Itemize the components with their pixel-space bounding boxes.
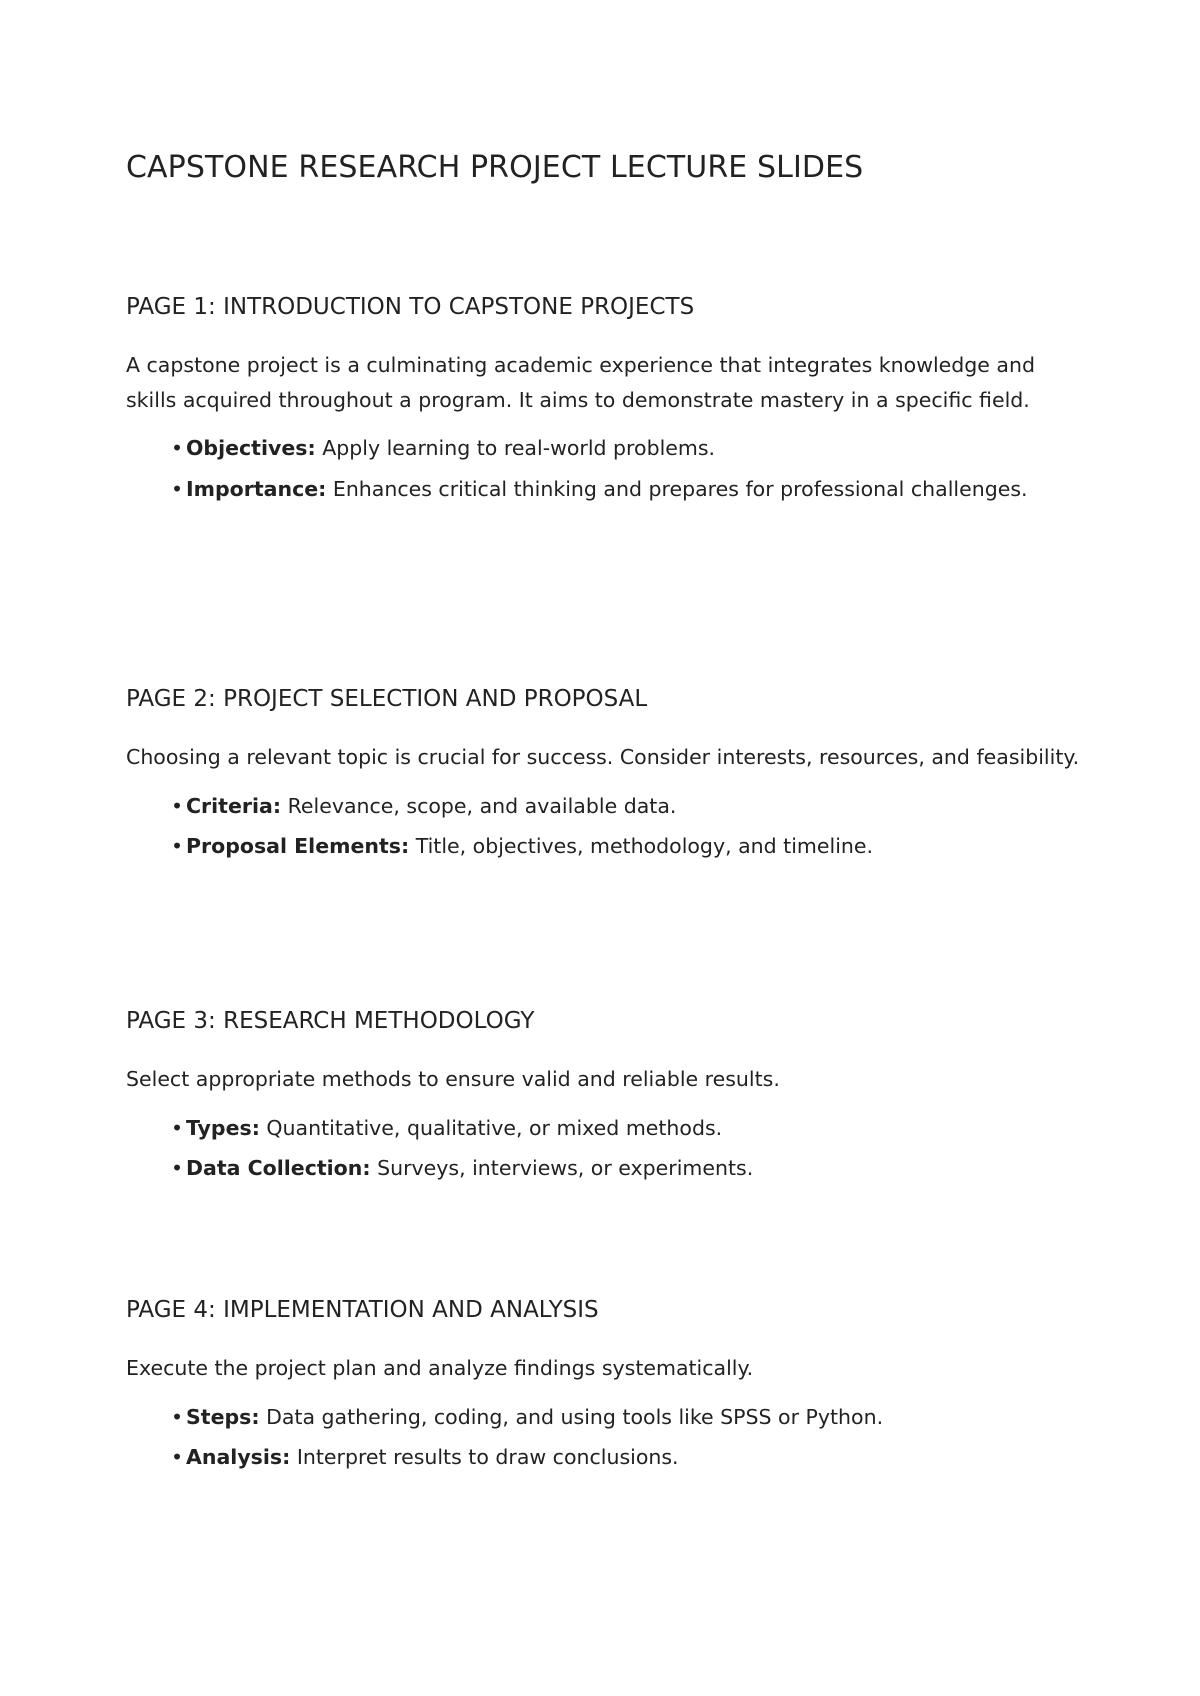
bullet-icon: • xyxy=(171,1445,184,1469)
section-body: Execute the project plan and analyze findings systematically. xyxy=(126,1356,754,1380)
section-heading: PAGE 3: RESEARCH METHODOLOGY xyxy=(126,1008,535,1034)
section-heading: PAGE 2: PROJECT SELECTION AND PROPOSAL xyxy=(126,686,648,712)
bullet-list xyxy=(126,1111,1086,1186)
list-item xyxy=(171,829,1046,864)
section-heading: PAGE 1: INTRODUCTION TO CAPSTONE PROJECTS xyxy=(126,294,695,320)
bullet-text: Surveys, interviews, or experiments. xyxy=(370,1156,754,1180)
bullet-text: Title, objectives, methodology, and timeline. xyxy=(409,834,874,858)
bullet-text: Quantitative, qualitative, or mixed methods. xyxy=(259,1115,723,1140)
section-page-3 xyxy=(126,1006,1086,1192)
bullet-label: Analysis: xyxy=(186,1445,291,1469)
section-body: A capstone project is a culminating academic experience that integrates knowledge and skills acquired throughout a program. It aims to demonstrate mastery in a specific field. xyxy=(126,353,1035,412)
bullet-text: Enhances critical thinking and prepares for professional challenges. xyxy=(326,476,1028,501)
list-item xyxy=(171,472,1046,507)
bullet-label: Criteria: xyxy=(186,793,282,818)
section-page-4 xyxy=(126,1295,1086,1481)
list-item xyxy=(171,1400,1046,1435)
bullet-list xyxy=(126,1400,1086,1475)
list-item xyxy=(171,1111,1046,1146)
bullet-icon: • xyxy=(171,1156,184,1180)
section-body: Choosing a relevant topic is crucial for success. Consider interests, resources, and feasibility. xyxy=(126,745,1080,769)
bullet-label: Proposal Elements: xyxy=(186,834,410,858)
list-item xyxy=(171,1151,1046,1186)
bullet-text: Apply learning to real-world problems. xyxy=(315,436,716,460)
bullet-text: Interpret results to draw conclusions. xyxy=(290,1445,679,1469)
bullet-list xyxy=(126,431,1086,506)
bullet-label: Data Collection: xyxy=(186,1156,371,1180)
bullet-text: Data gathering, coding, and using tools like SPSS or Python. xyxy=(259,1404,884,1429)
bullet-icon: • xyxy=(171,1404,184,1429)
list-item xyxy=(171,431,1046,466)
list-item xyxy=(171,789,1046,824)
bullet-icon: • xyxy=(171,834,184,858)
bullet-label: Steps: xyxy=(186,1404,260,1429)
bullet-label: Objectives: xyxy=(186,436,316,460)
section-page-2 xyxy=(126,684,1086,870)
bullet-text: Relevance, scope, and available data. xyxy=(281,793,677,818)
document-title: CAPSTONE RESEARCH PROJECT LECTURE SLIDES xyxy=(126,150,864,185)
section-body: Select appropriate methods to ensure valid and reliable results. xyxy=(126,1067,780,1091)
bullet-icon: • xyxy=(171,1115,184,1140)
list-item xyxy=(171,1440,1046,1475)
bullet-label: Types: xyxy=(186,1115,260,1140)
bullet-label: Importance: xyxy=(186,476,327,501)
section-heading: PAGE 4: IMPLEMENTATION AND ANALYSIS xyxy=(126,1297,599,1323)
section-page-1 xyxy=(126,292,1086,512)
bullet-icon: • xyxy=(171,476,184,501)
bullet-icon: • xyxy=(171,436,184,460)
bullet-list xyxy=(126,789,1086,864)
bullet-icon: • xyxy=(171,793,184,818)
